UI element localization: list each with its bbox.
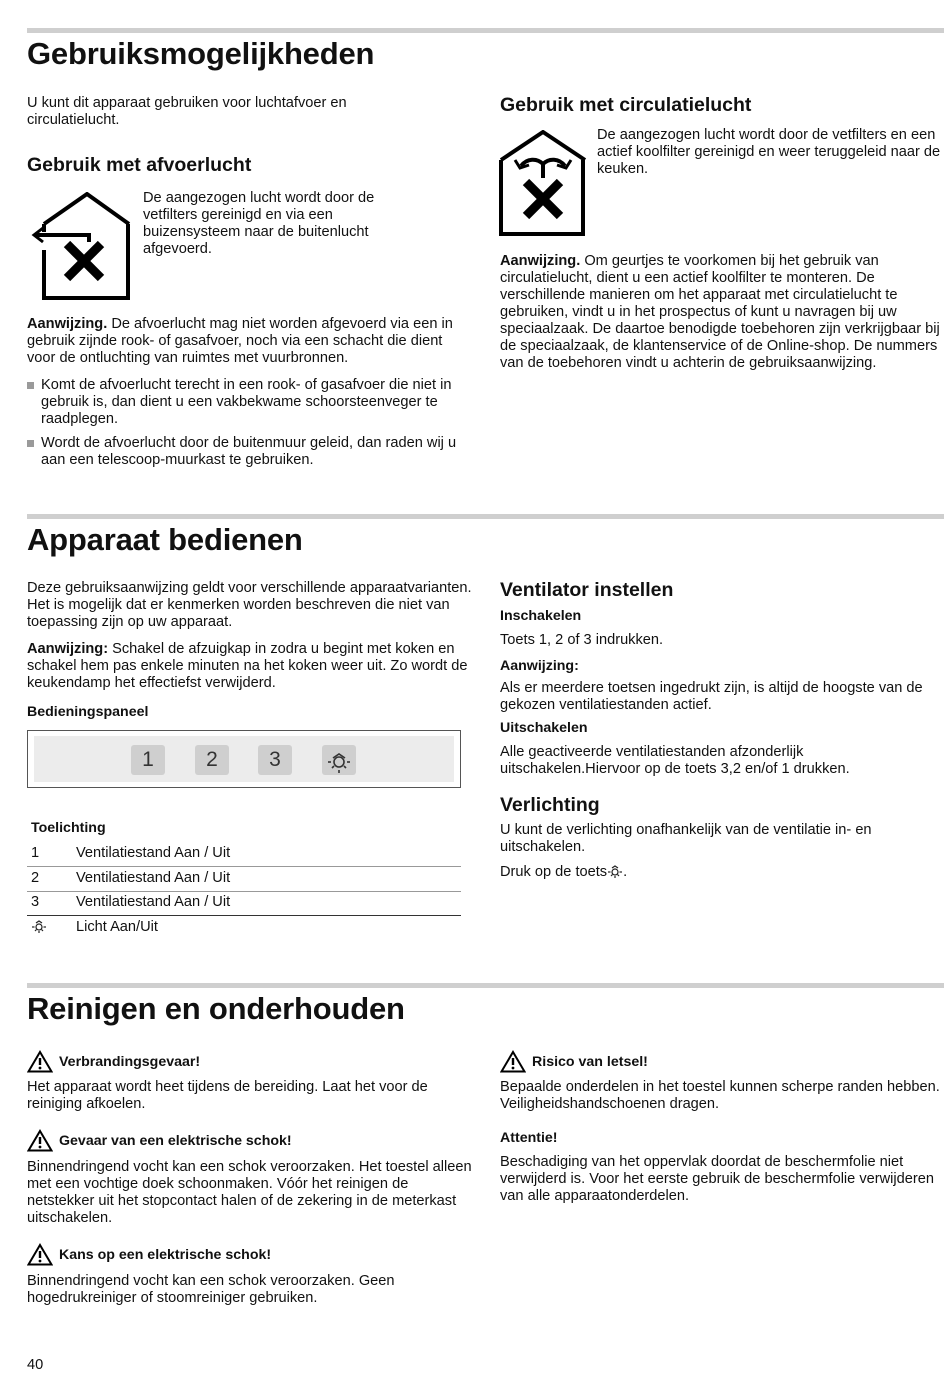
bullet-square (27, 382, 34, 389)
fan-speed-2-button[interactable]: 2 (195, 745, 229, 775)
legend-desc: Ventilatiestand Aan / Uit (76, 845, 231, 861)
table-row (27, 841, 461, 865)
list-item (27, 377, 472, 429)
verlichting-text: U kunt de verlichting onafhankelijk van de ventilatie in- en uitschakelen. (500, 822, 872, 855)
bullet-text: Komt de afvoerlucht terecht in een rook- of gasafvoer die niet in gebruik is, dan dient u een vakbekwame schoorsteenveger te raadplegen. (41, 377, 452, 427)
intro-text: U kunt dit apparaat gebruiken voor luchtafvoer en circulatielucht. (27, 95, 347, 128)
note-label: Aanwijzing. (500, 253, 581, 269)
afvoer-title: Gebruik met afvoerlucht (27, 154, 252, 176)
warning-text: Binnendringend vocht kan een schok veroorzaken. Het toestel alleen met een vochtige doek schoonmaken. Vóór het reinigen de netstekker uit het stopcontact halen of de zekering in de meterkast uitschakelen. (27, 1159, 472, 1226)
light-icon (607, 863, 623, 879)
warning-heading (500, 1050, 940, 1074)
control-panel-label: Bedieningspaneel (27, 704, 149, 720)
circulatie-note (500, 253, 944, 372)
legend-desc: Ventilatiestand Aan / Uit (76, 894, 231, 910)
note-label: Aanwijzing: (27, 641, 109, 657)
light-icon (322, 745, 356, 775)
switch-off-label: Uitschakelen (500, 720, 588, 736)
switch-off-text: Alle geactiveerde ventilatiestanden afzonderlijk uitschakelen.Hiervoor op de toets 3,2 en/of 1 drukken. (500, 744, 850, 777)
control-panel-face (34, 736, 454, 782)
warning-text: Het apparaat wordt heet tijdens de bereiding. Laat het voor de reiniging afkoelen. (27, 1079, 428, 1112)
legend-key: 2 (31, 870, 40, 886)
press-text: Druk op de toets (500, 864, 608, 880)
switch-on-text: Toets 1, 2 of 3 indrukken. (500, 632, 664, 648)
warning-text: Bepaalde onderdelen in het toestel kunnen scherpe randen hebben. Veiligheidshandschoenen dragen. (500, 1079, 940, 1112)
note-label: Aanwijzing. (27, 316, 108, 332)
section-divider (27, 28, 944, 33)
warning-heading (27, 1243, 467, 1267)
section-title-apparaat-bedienen: Apparaat bedienen (27, 522, 303, 557)
ventilator-note-label: Aanwijzing: (500, 658, 579, 674)
page-number: 40 (27, 1357, 44, 1373)
warning-title: Gevaar van een elektrische schok! (59, 1133, 292, 1149)
note-text: Schakel de afzuigkap in zodra u begint met koken en schakel hem pas enkele minuten na het koken weer uit. Zo wordt de keukendamp het effectiefst verwijderd. (27, 641, 468, 691)
warning-heading (27, 1129, 467, 1153)
legend-key: 3 (31, 894, 40, 910)
light-button[interactable] (322, 745, 356, 775)
section-divider (27, 983, 944, 988)
warning-text: Binnendringend vocht kan een schok veroorzaken. Geen hogedrukreiniger of stoomreiniger gebruiken. (27, 1273, 395, 1306)
bullet-square (27, 440, 34, 447)
section-title-gebruiksmogelijkheden: Gebruiksmogelijkheden (27, 36, 375, 71)
legend-desc: Ventilatiestand Aan / Uit (76, 870, 231, 886)
switch-on-label: Inschakelen (500, 608, 582, 624)
ventilator-title: Ventilator instellen (500, 579, 674, 601)
legend-key (31, 915, 47, 939)
exhaust-air-icon (27, 192, 131, 302)
bullet-text: Wordt de afvoerlucht door de buitenmuur geleid, dan raden wij u aan een telescoop-muurkast te gebruiken. (41, 435, 457, 468)
note-text: Om geurtjes te voorkomen bij het gebruik van circulatielucht, dient u een actief koolfilter te monteren. De verschillende manieren om het apparaat met circulatielucht te gebruiken, vindt u in het prospectus of kunt u navragen bij uw speciaalzaak. De daartoe benodigde toebehoren zijn verkrijgbaar bij de speciaalzaak, de klantenservice of de Online-shop. De nummers van de toebehoren vindt u achterin de gebruiksaanwijzing. (500, 253, 940, 371)
bedienen-note (27, 641, 472, 692)
warning-heading (27, 1050, 467, 1074)
fan-speed-3-button[interactable]: 3 (258, 745, 292, 775)
table-row (27, 915, 461, 939)
fan-speed-1-button[interactable]: 1 (131, 745, 165, 775)
legend-label: Toelichting (31, 820, 106, 836)
warning-triangle-icon (500, 1050, 526, 1073)
warning-triangle-icon (27, 1243, 53, 1266)
afvoer-note (27, 316, 472, 367)
legend-key: 1 (31, 845, 40, 861)
table-row (27, 866, 461, 890)
warning-title: Verbrandingsgevaar! (59, 1054, 201, 1070)
table-row (27, 890, 461, 914)
legend-desc: Licht Aan/Uit (76, 919, 158, 935)
ventilator-note-text: Als er meerdere toetsen ingedrukt zijn, is altijd de hoogste van de gekozen ventilatiestanden actief. (500, 680, 923, 713)
control-panel (27, 730, 461, 788)
verlichting-title: Verlichting (500, 794, 600, 816)
press-end: . (623, 864, 628, 880)
warning-title: Kans op een elektrische schok! (59, 1247, 272, 1263)
list-item (27, 435, 472, 471)
warning-title: Risico van letsel! (532, 1054, 648, 1070)
light-icon (31, 918, 47, 934)
attention-text: Beschadiging van het oppervlak doordat de beschermfolie niet verwijderd is. Voor het eerste gebruik de beschermfolie verwijderen van alle apparaatonderdelen. (500, 1154, 934, 1204)
warning-triangle-icon (27, 1129, 53, 1152)
recirculation-air-icon (499, 130, 587, 238)
section-divider (27, 514, 944, 519)
verlichting-press (500, 863, 944, 881)
circulatie-text: De aangezogen lucht wordt door de vetfilters en een actief koolfilter gereinigd en weer teruggeleid naar de keuken. (597, 127, 941, 177)
warning-triangle-icon (27, 1050, 53, 1073)
circulatie-title: Gebruik met circulatielucht (500, 94, 752, 116)
note-text: De afvoerlucht mag niet worden afgevoerd via een in gebruik zijnde rook- of gasafvoer, noch via een schacht die dient voor de ontluchting van ruimtes met vuurbronnen. (27, 316, 453, 366)
attention-label: Attentie! (500, 1130, 558, 1146)
afvoer-text: De aangezogen lucht wordt door de vetfilters gereinigd en via een buizensysteem naar de buitenlucht afgevoerd. (143, 190, 375, 257)
section-title-reinigen: Reinigen en onderhouden (27, 991, 405, 1026)
bedienen-intro: Deze gebruiksaanwijzing geldt voor verschillende apparaatvarianten. Het is mogelijk dat er kenmerken worden beschreven die niet van toepassing zijn op uw apparaat. (27, 580, 472, 630)
